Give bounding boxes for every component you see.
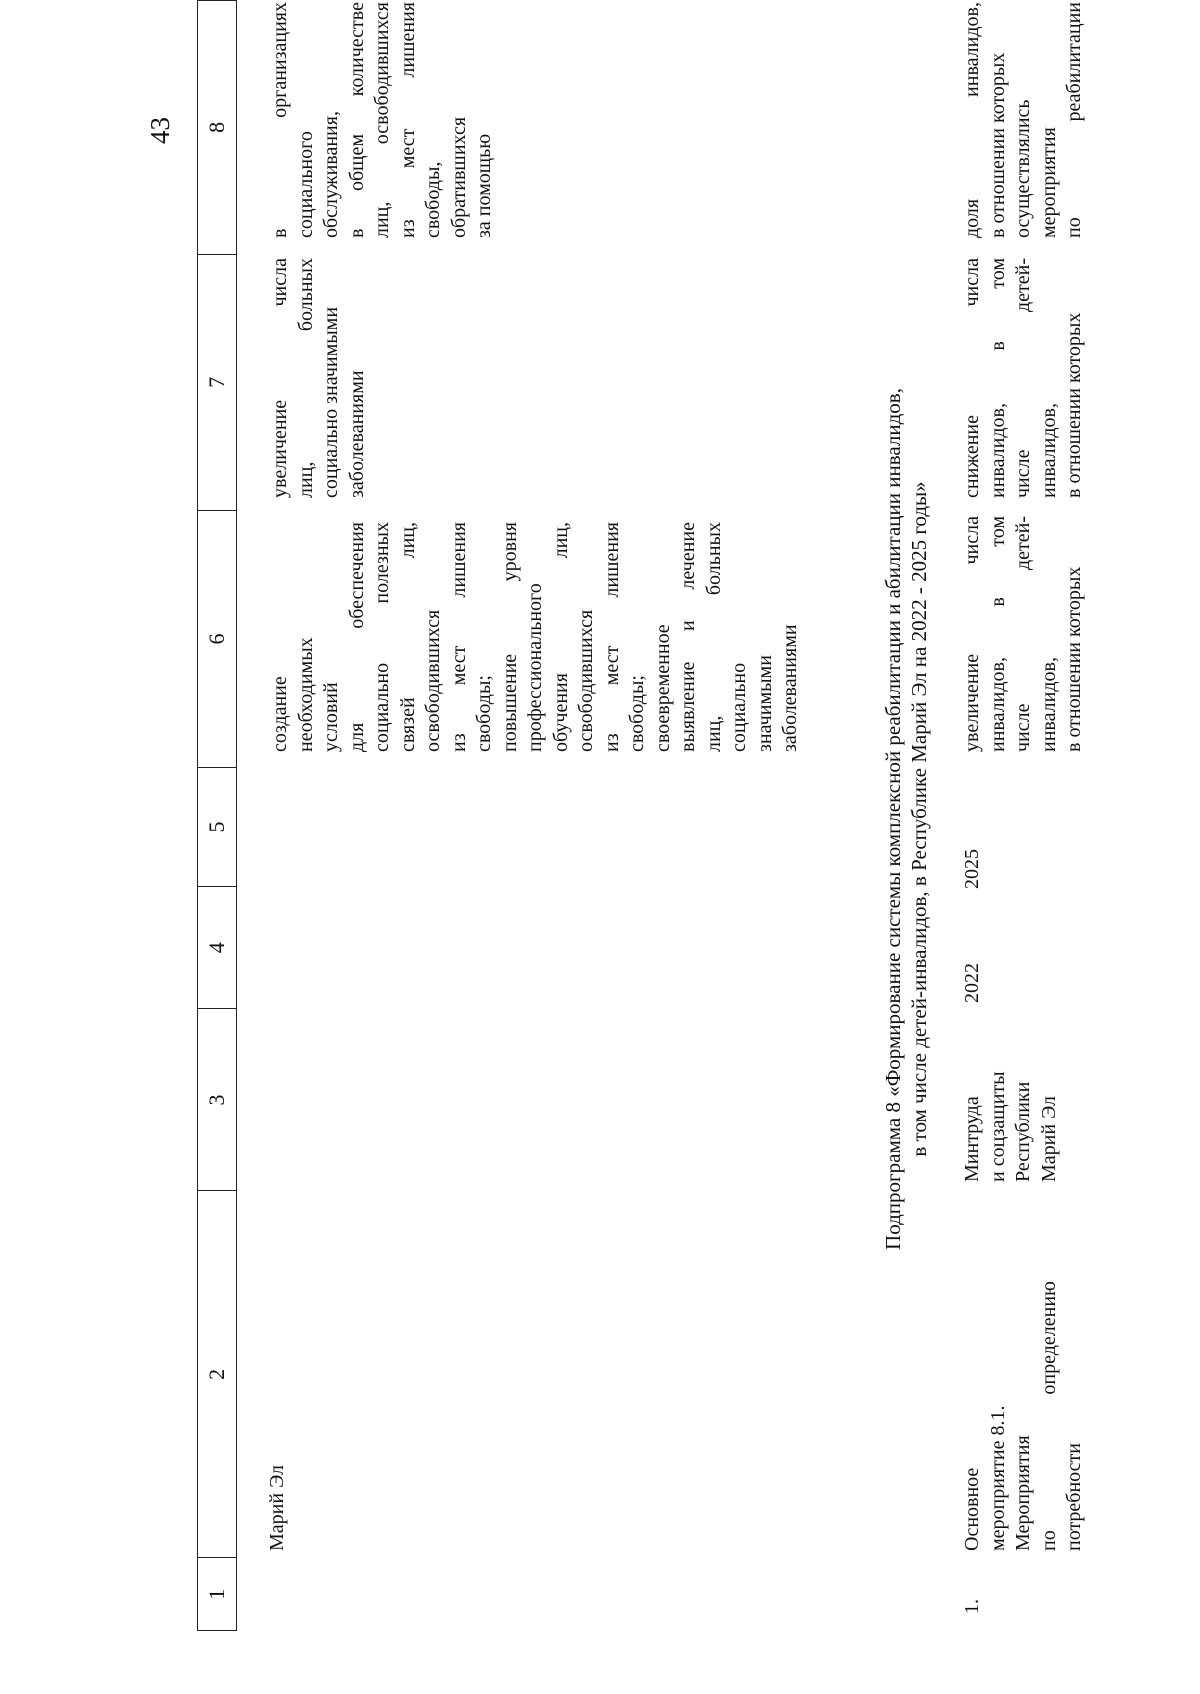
header-col-4: 4 (198, 887, 237, 1009)
text-line: заболеваниями (345, 370, 368, 498)
text-line: обслуживания, (320, 111, 342, 238)
text-line: лиц, больных (702, 522, 725, 752)
text-line: мероприятие 8.1. (986, 1405, 1009, 1551)
header-col-5: 5 (198, 767, 237, 886)
text-line: создание (269, 676, 291, 752)
text-line: для обеспечения (345, 522, 368, 752)
text-line: в отношении которых (1063, 566, 1085, 752)
text-line: инвалидов, (1037, 657, 1060, 752)
text-line: лиц, больных (294, 258, 317, 498)
text-line: инвалидов, (1037, 403, 1060, 498)
row1-col2 (960, 1281, 1088, 1551)
text-line: доля инвалидов, (961, 2, 983, 238)
text-line: из мест лишения (447, 522, 470, 752)
text-line: освободившихся (575, 609, 597, 752)
subprogram-title-line1: Подпрограмма 8 «Формирование системы комплексной реабилитации и абилитации инвалидов, (881, 388, 905, 1250)
text-line: в общем количестве (345, 2, 368, 238)
text-line: Республики (1012, 1081, 1034, 1182)
page-number: 43 (145, 117, 175, 144)
text-line: из мест лишения (600, 522, 623, 752)
text-line: мероприятия (1037, 127, 1060, 238)
text-line: и соцзащиты (986, 1071, 1009, 1182)
row1-col6 (960, 516, 1088, 752)
text-line: за помощью (473, 133, 495, 238)
text-line: условий (320, 682, 342, 752)
text-line: социально значимыми (320, 306, 342, 498)
text-line: значимыми (753, 655, 776, 752)
text-line: увеличение числа (961, 516, 983, 752)
text-line: своевременное (651, 624, 674, 752)
text-line: потребности (1063, 1443, 1085, 1551)
text-line: освободившихся (422, 609, 444, 752)
text-line: лиц, освободившихся (371, 2, 393, 238)
text-line: в организациях (269, 2, 291, 238)
text-line: выявление и лечение (677, 522, 699, 752)
row1-col8 (960, 2, 1088, 238)
text-line: из мест лишения (396, 2, 419, 238)
text-line: числе детей- (1012, 516, 1034, 752)
header-col-6: 6 (198, 511, 237, 768)
text-line: профессионального (524, 583, 546, 752)
row1-col4: 2022 (961, 963, 983, 1003)
text-line: обратившихся (447, 116, 470, 238)
text-line: в отношении которых (986, 52, 1009, 238)
text-line: инвалидов, в том (986, 258, 1009, 498)
row1-col5: 2025 (961, 849, 983, 889)
row1-number: 1. (961, 1599, 983, 1614)
text-line: необходимых (294, 637, 317, 752)
text-line: повышение уровня (498, 522, 521, 752)
text-line: свободы; (626, 675, 648, 752)
text-line: инвалидов, в том (986, 516, 1009, 752)
continuation-col2: Марий Эл (266, 1465, 288, 1551)
text-line: Марий Эл (1037, 1096, 1060, 1182)
continuation-col6 (268, 522, 804, 752)
continuation-col8 (268, 2, 498, 238)
text-line: снижение числа (961, 258, 983, 498)
text-line: социально (728, 662, 750, 752)
text-line: социального (294, 131, 317, 238)
text-line: осуществлялись (1012, 99, 1034, 238)
header-col-1: 1 (198, 1558, 237, 1631)
header-col-2: 2 (198, 1191, 237, 1558)
subprogram-title (880, 219, 932, 1419)
text-line: заболеваниями (779, 624, 801, 752)
text-line: социально полезных (371, 522, 393, 752)
text-line: числе детей- (1012, 258, 1034, 498)
column-header-row (197, 0, 237, 1631)
text-line: связей лиц, (396, 522, 419, 752)
text-line: свободы, (422, 161, 444, 238)
text-line: увеличение числа (269, 258, 291, 498)
header-col-3: 3 (198, 1009, 237, 1191)
text-line: обучения лиц, (549, 522, 572, 752)
subprogram-title-line2: в том числе детей-инвалидов, в Республике Марий Эл на 2022 - 2025 годы» (907, 481, 931, 1157)
text-line: Мероприятия (1012, 1435, 1034, 1551)
text-line: Основное (961, 1467, 983, 1551)
row1-col3 (960, 1002, 1062, 1182)
text-line: свободы; (473, 675, 495, 752)
header-col-7: 7 (198, 254, 237, 511)
text-line: по реабилитации (1063, 2, 1085, 238)
text-line: Минтруда (961, 1096, 983, 1182)
row1-col7 (960, 258, 1088, 498)
text-line: в отношении которых (1063, 312, 1085, 498)
continuation-col7 (268, 258, 370, 498)
text-line: по определению (1037, 1281, 1060, 1551)
header-col-8: 8 (198, 1, 237, 255)
